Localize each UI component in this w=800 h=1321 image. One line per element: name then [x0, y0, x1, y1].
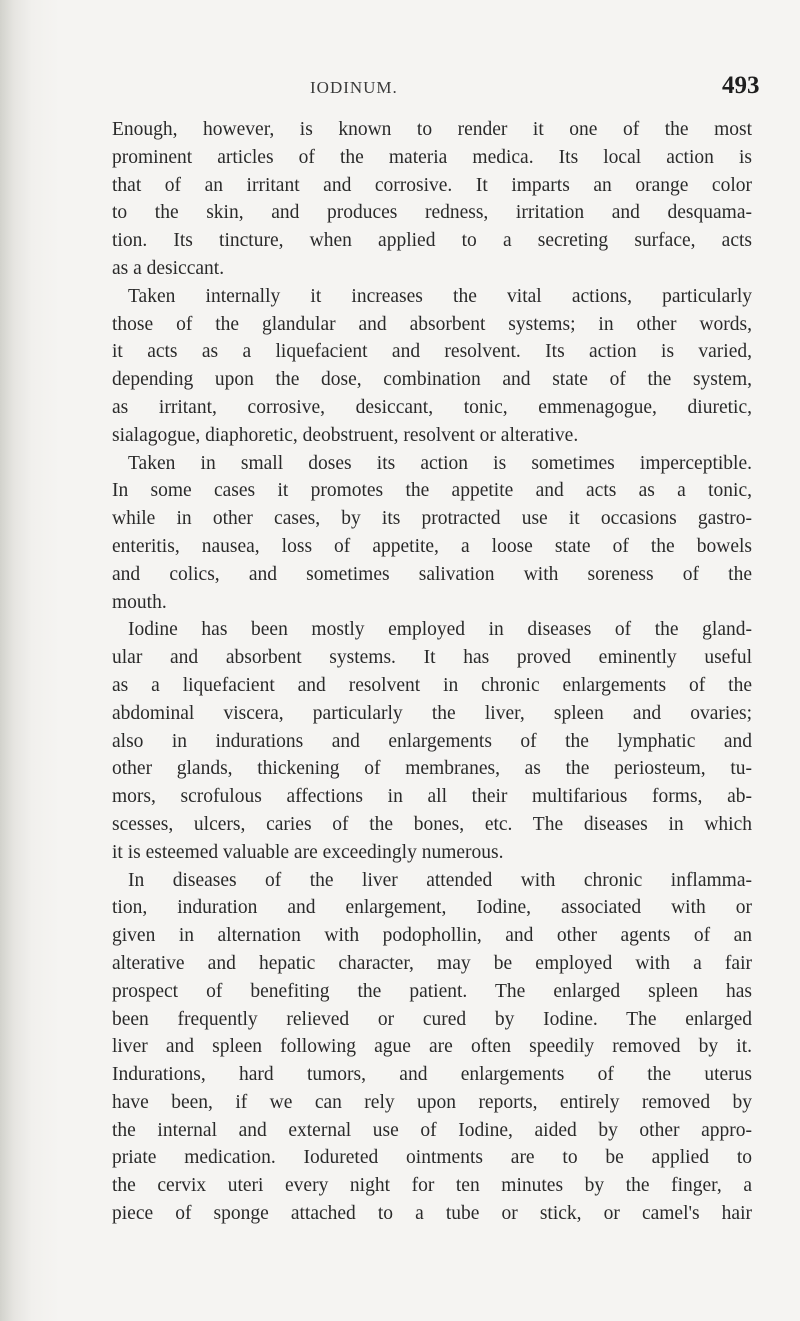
text-line: mors, scrofulous affections in all their multifarious forms, ab- [112, 786, 752, 808]
text-line: tion, induration and enlargement, Iodine, associated with or [112, 897, 752, 919]
text-line: alterative and hepatic character, may be employed with a fair [112, 952, 752, 974]
text-line: In some cases it promotes the appetite and acts as a tonic, [112, 480, 752, 502]
text-line: other glands, thickening of membranes, as the periosteum, tu- [112, 758, 752, 780]
text-line: tion. Its tincture, when applied to a secreting surface, acts [112, 230, 752, 252]
text-line: it acts as a liquefacient and resolvent. Its action is varied, [112, 341, 752, 363]
text-line: to the skin, and produces redness, irritation and desquama- [112, 202, 752, 224]
text-line: also in indurations and enlargements of the lymphatic and [112, 730, 752, 752]
text-line: priate medication. Iodureted ointments are to be applied to [112, 1147, 752, 1169]
text-line: Taken internally it increases the vital actions, particularly [128, 285, 752, 307]
text-line: Indurations, hard tumors, and enlargements of the uterus [112, 1064, 752, 1086]
text-line: liver and spleen following ague are often speedily removed by it. [112, 1036, 752, 1058]
text-line: In diseases of the liver attended with chronic inflamma- [128, 869, 752, 891]
text-line: have been, if we can rely upon reports, entirely removed by [112, 1091, 752, 1113]
body-text [112, 116, 752, 1228]
text-line: scesses, ulcers, caries of the bones, etc. The diseases in which [112, 813, 752, 835]
text-line: sialagogue, diaphoretic, deobstruent, resolvent or alterative. [112, 424, 579, 446]
text-line: been frequently relieved or cured by Iodine. The enlarged [112, 1008, 752, 1030]
text-line: mouth. [112, 591, 167, 613]
text-line: Taken in small doses its action is sometimes imperceptible. [128, 452, 752, 474]
text-line: Enough, however, is known to render it one of the most [112, 119, 752, 140]
text-line: it is esteemed valuable are exceedingly numerous. [112, 841, 504, 863]
text-line: those of the glandular and absorbent systems; in other words, [112, 313, 752, 335]
text-line: as irritant, corrosive, desiccant, tonic, emmenagogue, diuretic, [112, 396, 752, 418]
text-line: that of an irritant and corrosive. It imparts an orange color [112, 174, 752, 196]
text-line: piece of sponge attached to a tube or stick, or camel's hair [112, 1203, 752, 1225]
text-line: prominent articles of the materia medica. Its local action is [112, 146, 752, 168]
text-line: prospect of benefiting the patient. The enlarged spleen has [112, 980, 752, 1002]
text-line: the cervix uteri every night for ten minutes by the finger, a [112, 1175, 752, 1197]
text-line: and colics, and sometimes salivation with soreness of the [112, 563, 752, 585]
running-head: IODINUM. [310, 78, 398, 97]
text-line: Iodine has been mostly employed in diseases of the gland- [128, 619, 752, 641]
text-line: as a liquefacient and resolvent in chronic enlargements of the [112, 674, 752, 696]
text-line: the internal and external use of Iodine, aided by other appro- [112, 1119, 752, 1141]
page-number: 493 [722, 72, 760, 99]
text-line: given in alternation with podophollin, and other agents of an [112, 925, 752, 947]
text-line: ular and absorbent systems. It has proved eminently useful [112, 647, 752, 669]
text-line: depending upon the dose, combination and state of the system, [112, 369, 752, 391]
text-line: as a desiccant. [112, 257, 225, 279]
text-line: enteritis, nausea, loss of appetite, a loose state of the bowels [112, 535, 752, 557]
text-line: while in other cases, by its protracted use it occasions gastro- [112, 508, 752, 530]
text-line: abdominal viscera, particularly the liver, spleen and ovaries; [112, 702, 752, 724]
